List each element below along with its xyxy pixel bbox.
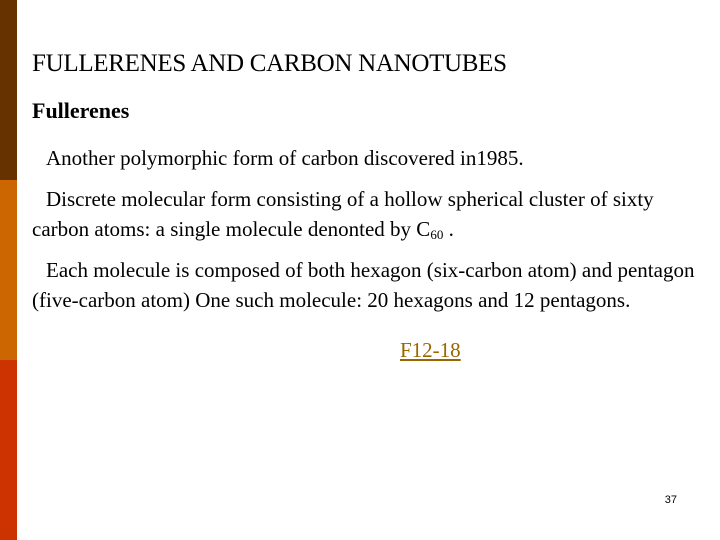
section-heading: Fullerenes [32, 98, 130, 123]
accent-bar-middle [0, 180, 17, 360]
slide-title: FULLERENES AND CARBON NANOTUBES [32, 50, 507, 77]
paragraph-discovery-text: Another polymorphic form of carbon discovered in1985. [46, 146, 524, 170]
accent-bar-top [0, 0, 17, 180]
paragraph-structure-end: . [443, 217, 454, 241]
page-number: 37 [664, 494, 677, 506]
paragraph-composition-text: Each molecule is composed of both hexagon (six-carbon atom) and pentagon (five-carbon atom) One such molecule: 20 hexagons and 12 pentagons. [32, 258, 695, 312]
paragraph-composition [32, 255, 702, 315]
c60-subscript: 60 [430, 227, 444, 242]
paragraph-structure [32, 184, 702, 244]
paragraph-discovery [32, 143, 702, 173]
accent-bar-bottom [0, 360, 17, 540]
paragraph-structure-text: Discrete molecular form consisting of a hollow spherical cluster of sixty carbon atoms: a single molecule denonted by C [32, 187, 654, 241]
figure-link[interactable]: F12-18 [400, 338, 461, 362]
